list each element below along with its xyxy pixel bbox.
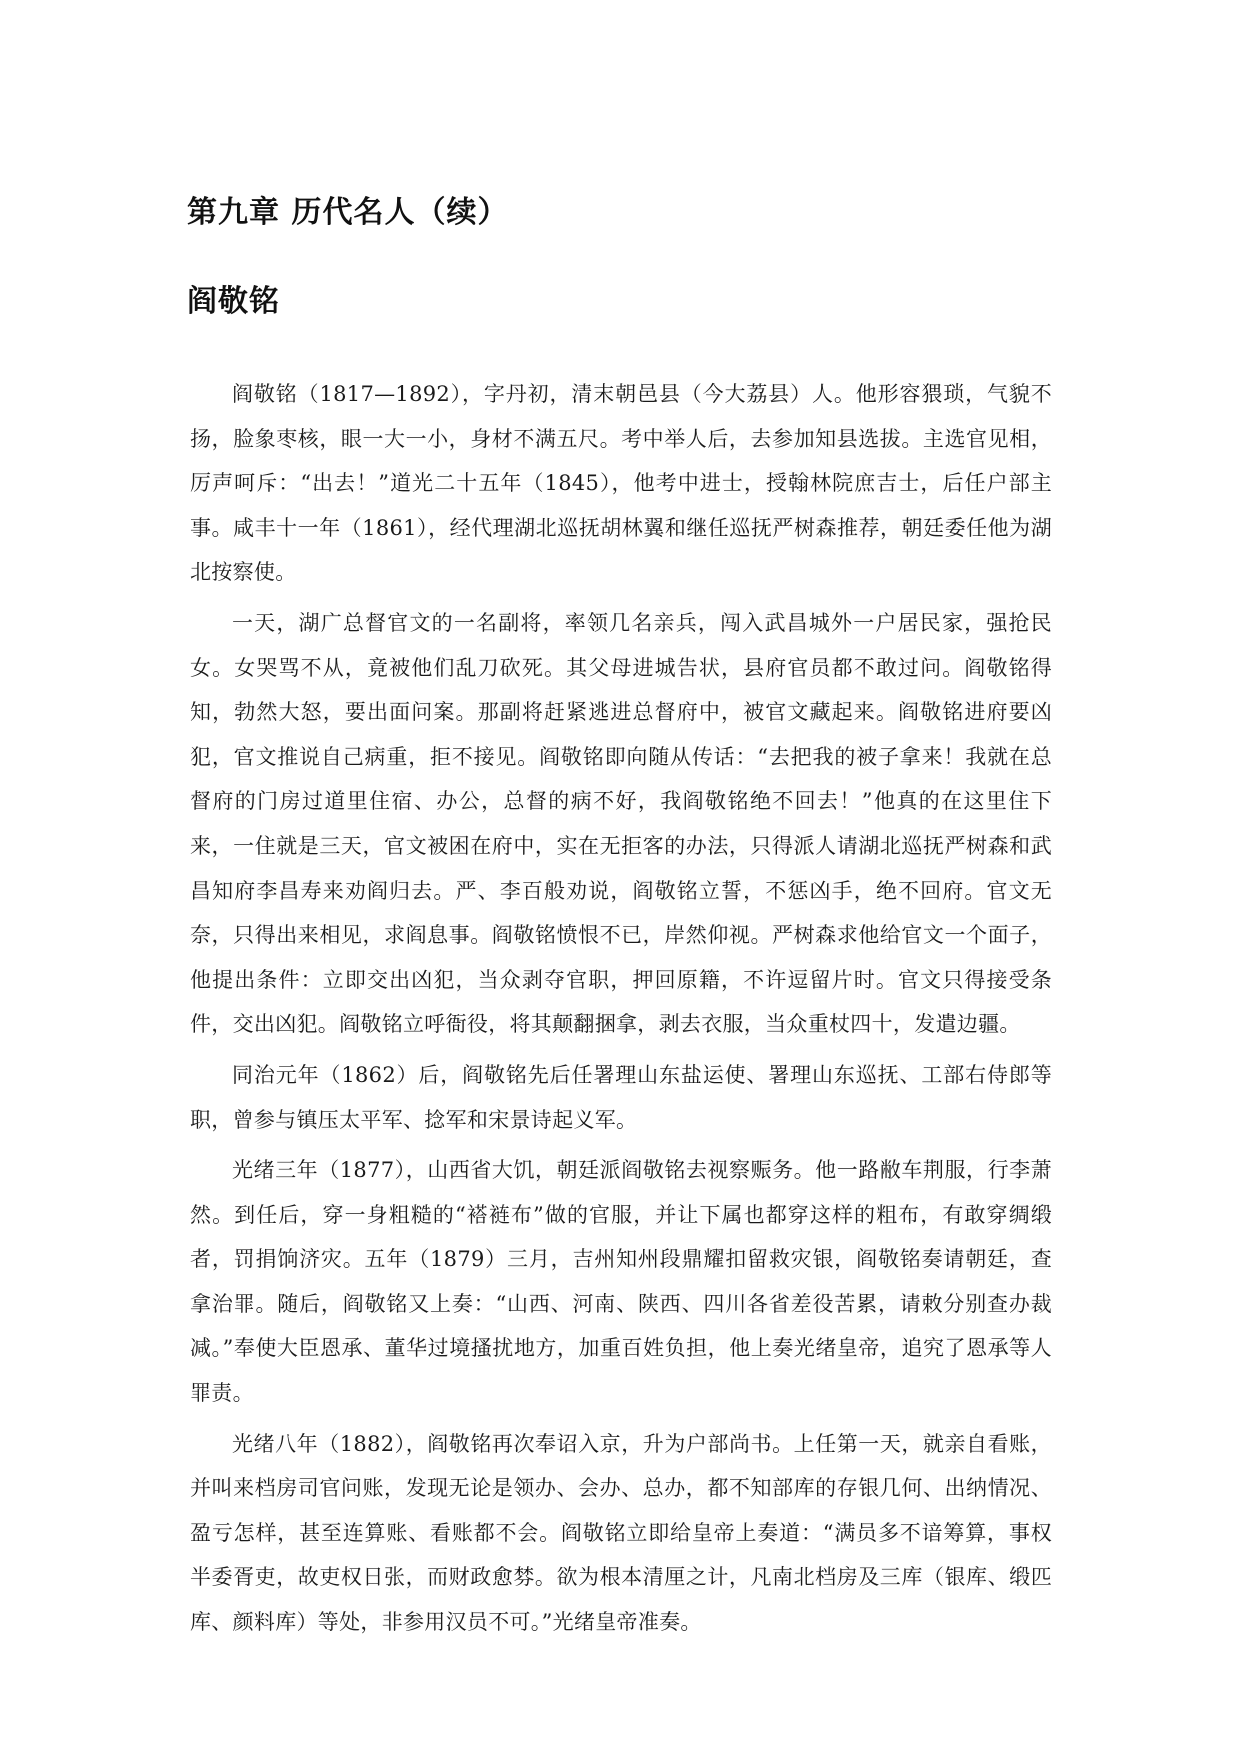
section-title: 阎敬铭 [187,284,280,319]
paragraph-3: 同治元年（1862）后，阎敬铭先后任署理山东盐运使、署理山东巡抚、工部右侍郎等职，曾参与镇压太平军、捻军和宋景诗起义军。 [190,1062,1052,1132]
body-text [190,372,1052,1651]
paragraph-5: 光绪八年（1882），阎敬铭再次奉诏入京，升为户部尚书。上任第一天，就亲自看账，并叫来档房司官问账，发现无论是领办、会办、总办，都不知部库的存银几何、出纳情况、盈亏怎样，甚至连算账、看账都不会。阎敬铭立即给皇帝上奏道：“满员多不谙筹算，事权半委胥吏，故吏权日张，而财政愈棼。欲为根本清厘之计，凡南北档房及三库（银库、缎匹库、颜料库）等处，非参用汉员不可。”光绪皇帝准奏。 [190,1431,1052,1635]
paragraph-2: 一天，湖广总督官文的一名副将，率领几名亲兵，闯入武昌城外一户居民家，强抢民女。女哭骂不从，竟被他们乱刀砍死。其父母进城告状，县府官员都不敢过问。阎敬铭得知，勃然大怒，要出面问案。那副将赶紧逃进总督府中，被官文藏起来。阎敬铭进府要凶犯，官文推说自己病重，拒不接见。阎敬铭即向随从传话：“去把我的被子拿来！我就在总督府的门房过道里住宿、办公，总督的病不好，我阎敬铭绝不回去！”他真的在这里住下来，一住就是三天，官文被困在府中，实在无拒客的办法，只得派人请湖北巡抚严树森和武昌知府李昌寿来劝阎归去。严、李百般劝说，阎敬铭立誓，不惩凶手，绝不回府。官文无奈，只得出来相见，求阎息事。阎敬铭愤恨不已，岸然仰视。严树森求他给官文一个面子，他提出条件：立即交出凶犯，当众剥夺官职，押回原籍，不许逗留片时。官文只得接受条件，交出凶犯。阎敬铭立呼衙役，将其颠翻捆拿，剥去衣服，当众重杖四十，发遣边疆。 [190,610,1052,1037]
paragraph-1: 阎敬铭（1817—1892），字丹初，清末朝邑县（今大荔县）人。他形容猥琐，气貌不扬，脸象枣核，眼一大一小，身材不满五尺。考中举人后，去参加知县选拔。主选官见相，厉声呵斥：“出去！”道光二十五年（1845），他考中进士，授翰林院庶吉士，后任户部主事。咸丰十一年（1861），经代理湖北巡抚胡林翼和继任巡抚严树森推荐，朝廷委任他为湖北按察使。 [190,382,1052,585]
paragraph-4: 光绪三年（1877），山西省大饥，朝廷派阎敬铭去视察赈务。他一路敝车荆服，行李萧然。到任后，穿一身粗糙的“褡裢布”做的官服，并让下属也都穿这样的粗布，有敢穿绸缎者，罚捐饷济灾。五年（1879）三月，吉州知州段鼎耀扣留救灾银，阎敬铭奏请朝廷，查拿治罪。随后，阎敬铭又上奏：“山西、河南、陕西、四川各省差役苦累，请敕分别查办裁减。”奉使大臣恩承、董华过境搔扰地方，加重百姓负担，他上奏光绪皇帝，追究了恩承等人罪责。 [190,1158,1052,1406]
chapter-title: 第九章 历代名人（续） [187,195,509,230]
